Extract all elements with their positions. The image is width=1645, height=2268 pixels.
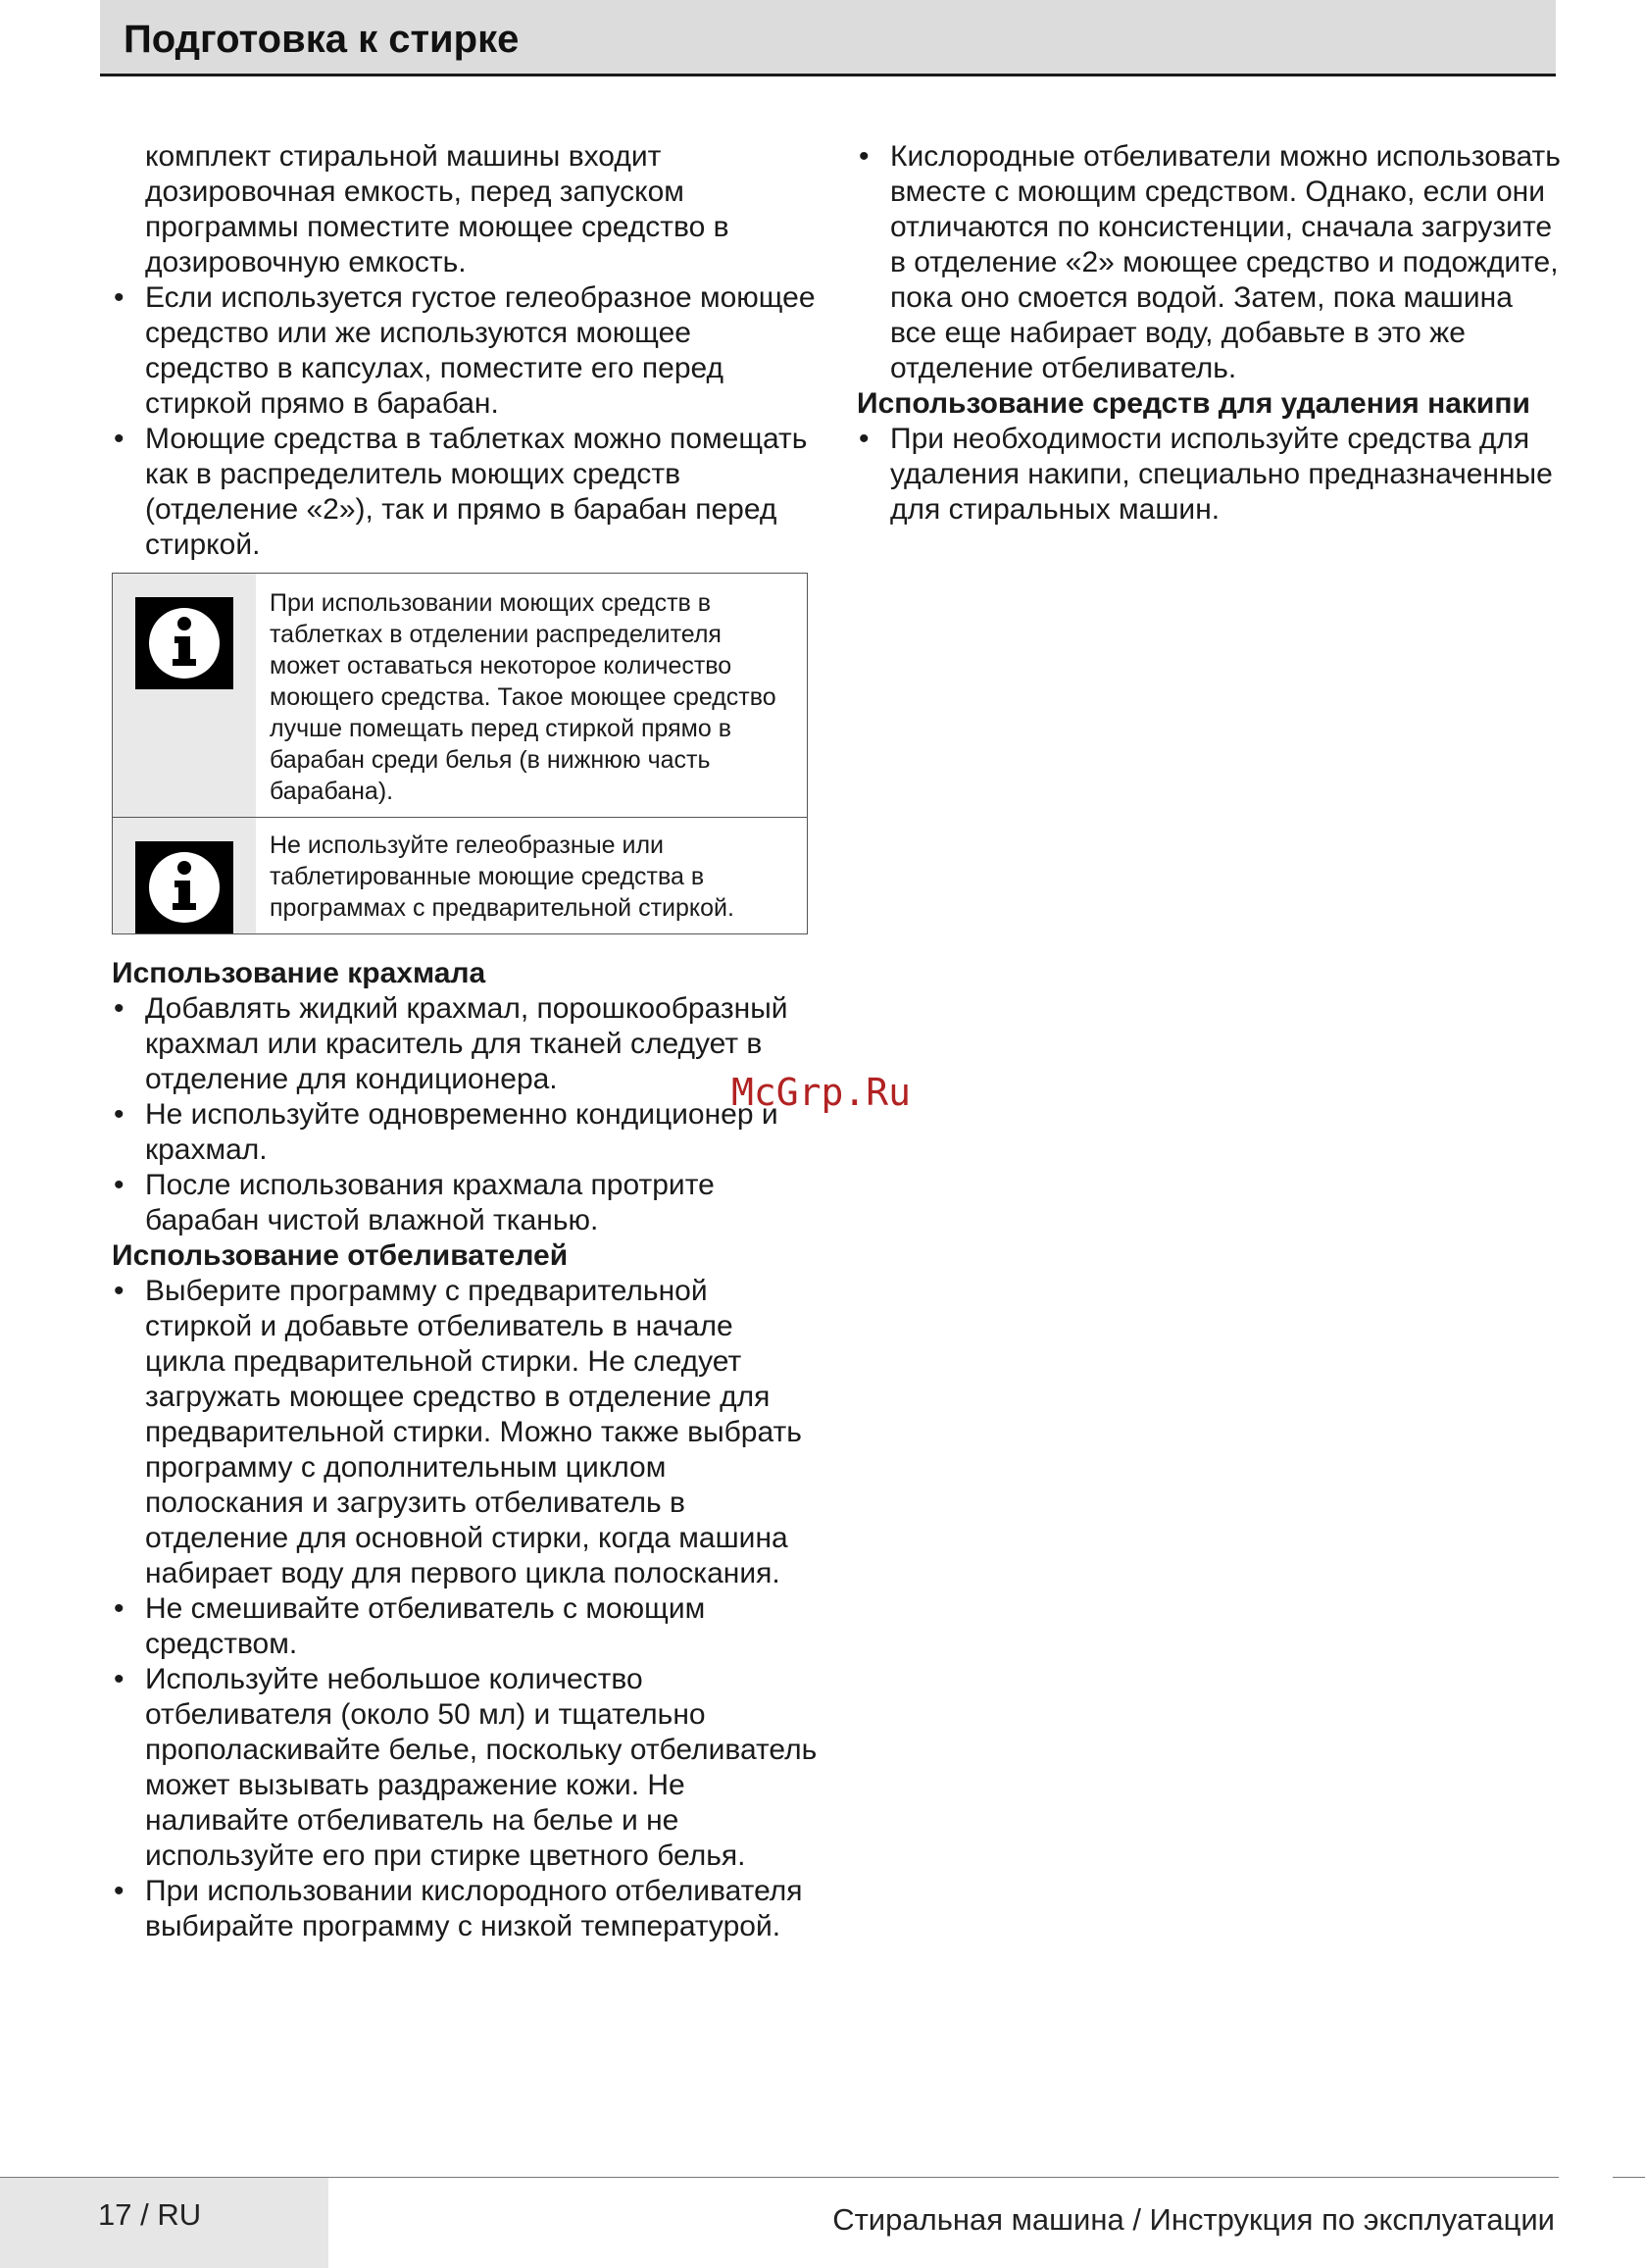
section-heading-bleach: Использование отбеливателей bbox=[112, 1239, 569, 1272]
intro-bullet-list bbox=[112, 280, 818, 563]
info-icon bbox=[135, 597, 233, 689]
section-heading-starch: Использование крахмала bbox=[112, 957, 486, 989]
list-item: • Если используется густое гелеобразное моющее средство или же используются моющее средство в капсулах, поместите его перед стиркой прямо в барабан. bbox=[112, 280, 818, 422]
page-number-box bbox=[0, 2178, 328, 2268]
descaling-bullet-list bbox=[857, 422, 1563, 528]
list-item: • Кислородные отбеливатели можно использовать вместе с моющим средством. Однако, если они отличаются по консистенции, сначала загрузите в отделение «2» моющее средство и подождите, пока оно смоется водой. Затем, пока машина все еще набирает воду, добавьте в это же отделение отбеливатель. bbox=[857, 139, 1563, 386]
info-note bbox=[113, 817, 807, 933]
watermark: McGrp.Ru bbox=[731, 1071, 912, 1114]
bleach-bullet-list bbox=[112, 1274, 818, 1944]
note-text: Не используйте гелеобразные или таблетированные моющие средства в программах с предварительной стиркой. bbox=[270, 832, 734, 922]
note-text: При использовании моющих средств в таблетках в отделении распределителя может оставаться некоторое количество моющего средства. Такое моющее средство лучше помещать перед стиркой прямо в барабан среди белья (в нижнюю часть барабана). bbox=[270, 589, 776, 805]
oxygen-bullet-list bbox=[857, 139, 1563, 386]
list-item: • Выберите программу с предварительной стиркой и добавьте отбеливатель в начале цикла предварительной стирки. Не следует загружать моющее средство в отделение для предварительной стирки. Можно также выбрать программу с дополнительным циклом полоскания и загрузить отбеливатель в отделение для основной стирки, когда машина набирает воду для первого цикла полоскания. bbox=[112, 1274, 818, 1591]
footer-divider-tick bbox=[1613, 2177, 1645, 2178]
section-heading-descaling: Использование средств для удаления накипи bbox=[857, 387, 1530, 420]
list-item: • Используйте небольшое количество отбеливателя (около 50 мл) и тщательно прополаскивайте белье, поскольку отбеливатель может вызывать раздражение кожи. Не наливайте отбеливатель на белье и не используйте его при стирке цветного белья. bbox=[112, 1662, 818, 1874]
info-notes-box bbox=[112, 573, 808, 934]
list-item: • При использовании кислородного отбеливателя выбирайте программу с низкой температурой. bbox=[112, 1874, 818, 1944]
list-item: • Не используйте одновременно кондиционер и крахмал. bbox=[112, 1097, 818, 1168]
page-title: Подготовка к стирке bbox=[124, 18, 520, 61]
list-item: • Не смешивайте отбеливатель с моющим средством. bbox=[112, 1591, 818, 1662]
intro-paragraph: комплект стиральной машины входит дозировочная емкость, перед запуском программы поместите моющее средство в дозировочную емкость. bbox=[145, 140, 729, 278]
page-header bbox=[100, 0, 1556, 76]
left-column bbox=[112, 139, 818, 1944]
info-note bbox=[113, 574, 807, 817]
list-item: • После использования крахмала протрите барабан чистой влажной тканью. bbox=[112, 1168, 818, 1238]
page-number: 17 / RU bbox=[98, 2197, 202, 2232]
list-item: • Моющие средства в таблетках можно помещать как в распределитель моющих средств (отделение «2»), так и прямо в барабан перед стиркой. bbox=[112, 422, 818, 563]
starch-bullet-list bbox=[112, 991, 818, 1238]
document-title: Стиральная машина / Инструкция по эксплуатации bbox=[832, 2202, 1555, 2237]
list-item: • Добавлять жидкий крахмал, порошкообразный крахмал или краситель для тканей следует в отделение для кондиционера. bbox=[112, 991, 818, 1097]
info-icon bbox=[135, 841, 233, 933]
right-column bbox=[857, 139, 1563, 528]
list-item: • При необходимости используйте средства для удаления накипи, специально предназначенные для стиральных машин. bbox=[857, 422, 1563, 528]
